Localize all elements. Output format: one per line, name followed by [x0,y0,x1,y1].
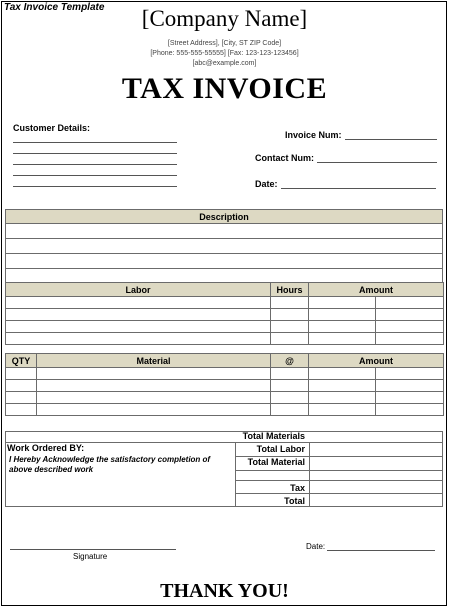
qty-cell[interactable] [6,380,37,392]
material-cell[interactable] [37,380,271,392]
total-label: Total [284,496,305,506]
material-row [6,368,444,380]
company-phone-fax[interactable]: [Phone: 555-555-55555] [Fax: 123-123-123456] [150,50,299,57]
at-cell[interactable] [271,368,309,380]
amount-cell[interactable] [376,309,444,321]
labor-cell[interactable] [6,321,271,333]
invoice-num-input[interactable] [345,131,437,140]
company-name[interactable]: [Company Name] [141,6,308,31]
material-cell[interactable] [37,368,271,380]
amount-cell[interactable] [309,404,376,416]
amount-cell[interactable] [309,321,376,333]
at-header: @ [271,354,309,368]
at-cell[interactable] [271,404,309,416]
qty-header: QTY [6,354,37,368]
invoice-title: TAX INVOICE [121,72,328,105]
labor-cell[interactable] [6,309,271,321]
contact-num-field [255,153,437,163]
material-header: Material [37,354,271,368]
amount-cell[interactable] [309,368,376,380]
total-labor-label: Total Labor [256,444,305,454]
labor-cell[interactable] [6,297,271,309]
amount-cell[interactable] [376,321,444,333]
labor-row [6,333,444,345]
company-address[interactable]: [Street Address], [City, ST ZIP Code] [167,40,282,47]
invoice-num-field [285,130,437,140]
description-row[interactable] [6,254,443,269]
material-row [6,392,444,404]
tax-value[interactable] [309,480,443,494]
document-label: Tax Invoice Template [4,2,105,13]
contact-num-input[interactable] [317,154,437,163]
footer-date-label: Date: [306,542,326,551]
customer-details-label: Customer Details: [13,123,91,133]
invoice-num-label: Invoice Num: [285,130,342,140]
hours-cell[interactable] [271,309,309,321]
contact-num-label: Contact Num: [255,153,314,163]
amount-cell[interactable] [376,380,444,392]
total-materials-label: Total Materials [242,431,305,441]
hours-cell[interactable] [271,321,309,333]
signature-line[interactable] [10,549,176,550]
labor-row [6,309,444,321]
material-row [6,404,444,416]
qty-cell[interactable] [6,404,37,416]
qty-cell[interactable] [6,392,37,404]
labor-amount-header: Amount [309,283,444,297]
acknowledgement-text: I Hereby Acknowledge the satisfactory completion of above described work [9,455,211,474]
at-cell[interactable] [271,392,309,404]
total-value[interactable] [309,493,443,507]
labor-header: Labor [6,283,271,297]
hours-header: Hours [271,283,309,297]
amount-cell[interactable] [376,297,444,309]
material-amount-header: Amount [309,354,444,368]
description-header: Description [6,210,443,224]
description-row[interactable] [6,224,443,239]
customer-details-line[interactable] [13,175,177,176]
amount-cell[interactable] [376,404,444,416]
company-email[interactable]: [abc@example.com] [192,60,257,67]
amount-cell[interactable] [309,297,376,309]
signature-label: Signature [73,552,108,561]
total-material-label: Total Material [247,457,305,467]
date-field [255,179,436,189]
amount-cell[interactable] [309,392,376,404]
qty-cell[interactable] [6,368,37,380]
customer-details-line[interactable] [13,186,177,187]
material-row [6,380,444,392]
tax-label: Tax [290,483,305,493]
amount-cell[interactable] [376,392,444,404]
date-label: Date: [255,179,278,189]
amount-cell[interactable] [309,333,376,345]
material-cell[interactable] [37,392,271,404]
labor-table [5,282,444,345]
amount-cell[interactable] [376,333,444,345]
amount-cell[interactable] [309,309,376,321]
material-table [5,353,444,416]
hours-cell[interactable] [271,297,309,309]
labor-cell[interactable] [6,333,271,345]
thank-you-text: THANK YOU! [160,580,289,602]
description-table [5,209,443,284]
date-input[interactable] [281,180,436,189]
amount-cell[interactable] [376,368,444,380]
customer-details-line[interactable] [13,153,177,154]
footer-date-field [306,542,435,551]
material-cell[interactable] [37,404,271,416]
hours-cell[interactable] [271,333,309,345]
amount-cell[interactable] [309,380,376,392]
at-cell[interactable] [271,380,309,392]
total-labor-value[interactable] [309,442,443,457]
work-ordered-label: Work Ordered BY: [7,443,85,453]
total-material-value[interactable] [309,456,443,471]
customer-details-line[interactable] [13,142,177,143]
footer-date-input[interactable] [327,543,435,551]
description-row[interactable] [6,239,443,254]
labor-row [6,321,444,333]
customer-details-line[interactable] [13,164,177,165]
labor-row [6,297,444,309]
